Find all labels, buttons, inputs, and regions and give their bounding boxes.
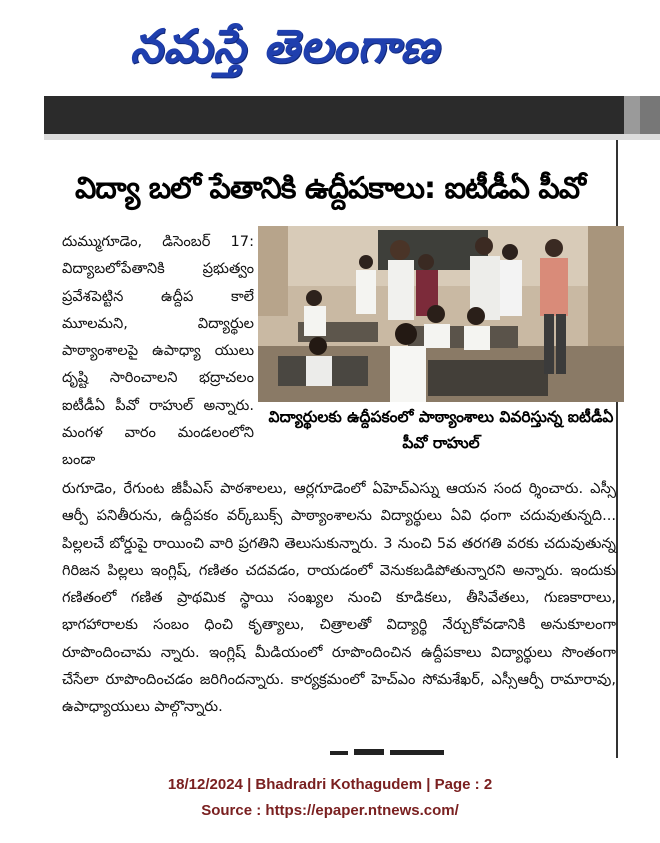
article-paragraph-main: రుగూడెం, రేగుంట జీపీఎస్ పాఠశాలలు, ఆర్లగూడెంలో ఏహెచ్ఎస్ను ఆయన సంద ర్శించారు. ఎస్సీ ఆర్పీ పనితీరును, ఉద్దీపకం వర్క్‌బుక్స్ పాఠ్యాంశాలను విద్యార్థులు ఏవి ధంగా చదువుతున్నది... పిల్లలచే బోర్డుపై రాయించి వారి ప్రగతిని తెలుసుకున్నారు. 3 నుంచి 5వ తరగతి వరకు చదువుతున్న గిరిజన పిల్లలు ఇంగ్లిష్, గణితం చదవడం, రాయడంలో వెనుకబడిపోతున్నారని అన్నారు. ఇందుకు గణితంలో గణిత ప్రాథమిక స్థాయి సంఖ్యల నుంచి కూడికలు, తీసివేతలు, గుణకారాలు, భాగహారాలకు సంబం ధించి కృత్యాలు, చిత్రాలతో విద్యార్థి నేర్చుకోవడానికి అనుకూలంగా రూపొందించామ న్నారు. ఇంగ్లిష్ మీడియంలో రూపొందించిన ఉద్దీపకాలు విద్యార్థులు సొంతంగా చేసేలా రూపొందించడం జరిగిందన్నారు. కార్యక్రమంలో హెచ్ఎం సోమశేఖర్, ఎస్సీఆర్పీ రామారావు, ఉపాధ్యాయులు పాల్గొన్నారు. [62,480,616,716]
cut-off-text-fragment [330,748,450,756]
photo-caption: విద్యార్థులకు ఉద్దీపకంలో పాఠ్యాంశాలు వివరిస్తున్న ఐటీడీఏ పీవో రాహుల్ [268,408,614,452]
article-photo [258,226,624,402]
article-body-wide [62,475,616,721]
article-headline: విద్యా బలో పేతానికి ఉద్దీపకాలు: ఐటీడీఏ పీవో [75,171,585,206]
classroom-photo-image [258,226,624,402]
footer-date-line: 18/12/2024 | Bhadradri Kothagudem | Page : 2 [167,776,493,793]
article-body-column [62,228,254,474]
article-paragraph-intro: దుమ్ముగూడెం, డిసెంబర్ 17: విద్యాబలోపేతానికి ప్రభుత్వం ప్రవేశపెట్టిన ఉద్దీప కాలే మూలమని, విద్యార్థుల పాఠ్యాంశాలపై ఉపాధ్యా యులు దృష్టి సారించాలని భద్రాచలం ఐటీడీఏ పీవో రాహుల్ అన్నారు. మంగళ వారం మండలంలోని బండా [62,233,254,469]
footer-source-link[interactable]: Source : https://epaper.ntnews.com/ [201,802,459,819]
masthead-bar [44,96,624,134]
newspaper-logo: నమస్తే తెలంగాణ [130,19,440,73]
masthead-bar-edge-dark [640,96,660,134]
masthead [0,0,660,140]
